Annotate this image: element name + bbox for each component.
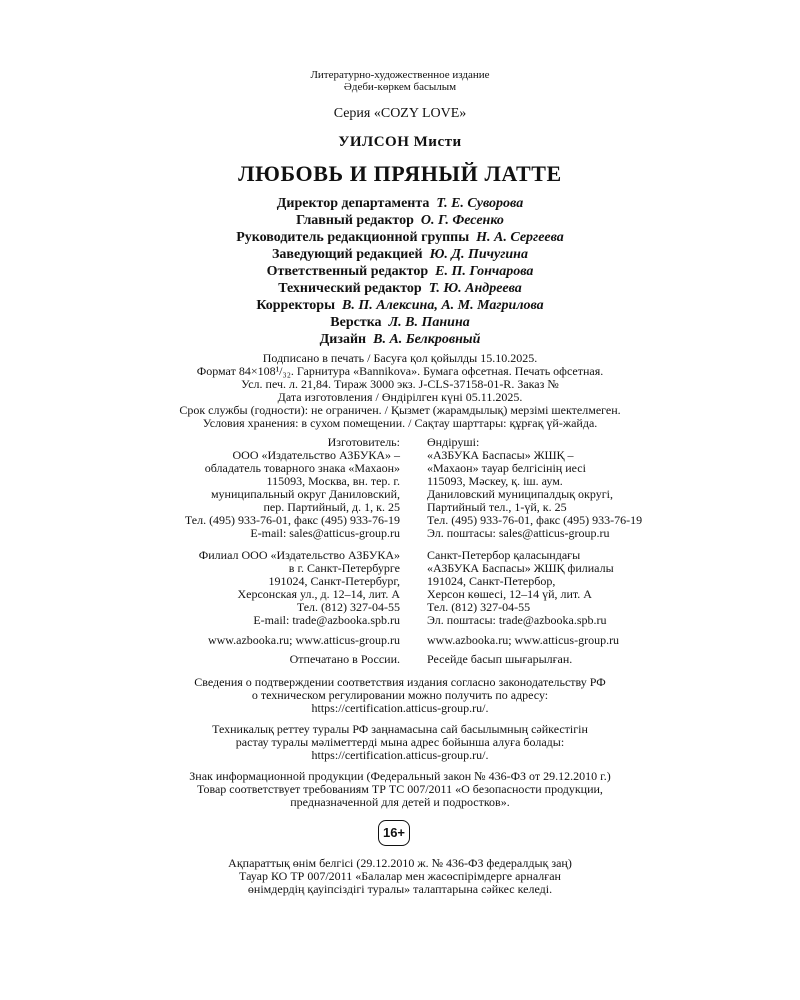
- info-mark-kz-line: Ақпараттық өнім белгісі (29.12.2010 ж. № 436-ФЗ федералдық заң): [228, 856, 572, 870]
- info-mark-ru-line: Знак информационной продукции (Федеральный закон № 436-ФЗ от 29.12.2010 г.): [189, 769, 611, 783]
- credit-line: Руководитель редакционной группы Н. А. Сергеева: [236, 230, 564, 245]
- print-info-line: Дата изготовления / Өндірілген күні 05.11.2025.: [277, 390, 523, 404]
- manufacturer-ru-line: муниципальный округ Даниловский,: [210, 487, 400, 501]
- printed-in-kz: Ресейде басып шығарылған.: [427, 652, 573, 666]
- credit-line: Заведующий редакцией Ю. Д. Пичугина: [272, 247, 528, 262]
- manufacturer-kz-line: Партийный тел., 1-үй, к. 25: [427, 500, 567, 514]
- edition-type-ru: Литературно-художественное издание: [310, 69, 490, 81]
- certification-kz-line: растау туралы мәліметтерді мына адрес бойынша алуға болады:: [235, 735, 565, 749]
- branch-ru-line: Херсонская ул., д. 12–14, лит. А: [237, 587, 400, 601]
- print-info-line: Усл. печ. л. 21,84. Тираж 3000 экз. J-CLS-37158-01-R. Заказ №: [241, 377, 559, 391]
- age-rating-badge: 16+: [378, 820, 410, 846]
- branch-ru-line: Филиал ООО «Издательство АЗБУКА»: [198, 548, 400, 562]
- manufacturer-kz-email: Эл. поштасы: sales@atticus-group.ru: [427, 526, 610, 540]
- manufacturer-kz-line: Тел. (495) 933-76-01, факс (495) 933-76-19: [427, 513, 643, 527]
- branch-ru-line: Тел. (812) 327-04-55: [296, 600, 400, 614]
- manufacturer-ru-line: 115093, Москва, вн. тер. г.: [266, 474, 400, 488]
- branch-kz-email: Эл. поштасы: trade@azbooka.spb.ru: [427, 613, 607, 627]
- print-info-line: Срок службы (годности): не ограничен. / Қызмет (жарамдылық) мерзімі шектелмеген.: [179, 403, 621, 417]
- manufacturer-kz-line: «АЗБУКА Баспасы» ЖШҚ –: [427, 448, 574, 462]
- branch-kz-line: «АЗБУКА Баспасы» ЖШҚ филиалы: [427, 561, 614, 575]
- branch-kz-line: 191024, Санкт-Петербор,: [427, 574, 556, 588]
- manufacturer-ru-line: обладатель товарного знака «Махаон»: [204, 461, 400, 475]
- print-info-line: Подписано в печать / Басуға қол қойылды 15.10.2025.: [262, 351, 538, 365]
- credit-line: Ответственный редактор Е. П. Гончарова: [266, 264, 534, 279]
- branch-kz-line: Санкт-Петербор қаласындағы: [427, 548, 581, 562]
- certification-ru-url: https://certification.atticus-group.ru/.: [311, 701, 489, 715]
- manufacturer-kz-line: Өндіруші:: [427, 435, 480, 449]
- branch-ru-line: в г. Санкт-Петербурге: [288, 561, 400, 575]
- manufacturer-ru-line: Изготовитель:: [327, 435, 400, 449]
- print-info-line: Формат 84×108¹/₃₂. Гарнитура «Bannikova». Бумага офсетная. Печать офсетная.: [196, 364, 604, 378]
- branch-kz-line: Херсон көшесі, 12–14 үй, лит. А: [427, 587, 592, 601]
- certification-kz-line: Техникалық реттеу туралы РФ заңнамасына сай басылымның сәйкестігін: [212, 722, 588, 736]
- branch-ru-line: 191024, Санкт-Петербург,: [268, 574, 400, 588]
- series-line: Серия «COZY LOVE»: [333, 106, 467, 121]
- manufacturer-kz-line: 115093, Мәскеу, қ. іш. аум.: [427, 474, 563, 488]
- manufacturer-ru-line: пер. Партийный, д. 1, к. 25: [263, 500, 400, 514]
- credit-line: Технический редактор Т. Ю. Андреева: [278, 281, 522, 296]
- manufacturer-ru-line: ООО «Издательство АЗБУКА» –: [232, 448, 400, 462]
- credit-line: Корректоры В. П. Алексина, А. М. Магрилова: [256, 298, 544, 313]
- author-line: УИЛСОН Мисти: [338, 134, 462, 150]
- manufacturer-kz-line: Даниловский муниципалдық округі,: [427, 487, 613, 501]
- branch-kz-line: Тел. (812) 327-04-55: [427, 600, 531, 614]
- credit-line: Директор департамента Т. Е. Суворова: [276, 196, 524, 211]
- manufacturer-kz-line: «Махаон» тауар белгісінің иесі: [427, 461, 586, 475]
- website-kz: www.azbooka.ru; www.atticus-group.ru: [427, 633, 620, 647]
- branch-ru-email: E-mail: trade@azbooka.spb.ru: [253, 613, 400, 627]
- certification-ru-line: Сведения о подтверждении соответствия издания согласно законодательству РФ: [194, 675, 606, 689]
- manufacturer-ru-line: Тел. (495) 933-76-01, факс (495) 933-76-19: [184, 513, 400, 527]
- edition-type-kz: Әдеби-көркем басылым: [343, 81, 457, 93]
- info-mark-ru-line: предназначенной для детей и подростков».: [290, 795, 510, 809]
- info-mark-kz-line: өнімдердің қауіпсіздігі туралы» талаптарына сәйкес келеді.: [247, 882, 553, 896]
- manufacturer-ru-email: E-mail: sales@atticus-group.ru: [250, 526, 400, 540]
- info-mark-ru-line: Товар соответствует требованиям ТР ТС 007/2011 «О безопасности продукции,: [197, 782, 603, 796]
- website-ru: www.azbooka.ru; www.atticus-group.ru: [207, 633, 400, 647]
- credit-line: Дизайн В. А. Белкровный: [319, 332, 481, 347]
- book-title: ЛЮБОВЬ И ПРЯНЫЙ ЛАТТЕ: [238, 161, 562, 186]
- certification-kz-url: https://certification.atticus-group.ru/.: [311, 748, 489, 762]
- credit-line: Главный редактор О. Г. Фесенко: [296, 213, 504, 228]
- credit-line: Верстка Л. В. Панина: [330, 315, 470, 330]
- printed-in-ru: Отпечатано в России.: [289, 652, 400, 666]
- print-info-line: Условия хранения: в сухом помещении. / Сақтау шарттары: құрғақ үй-жайда.: [202, 416, 598, 430]
- info-mark-kz-line: Тауар КО ТР 007/2011 «Балалар мен жасөспірімдерге арналған: [239, 869, 561, 883]
- certification-ru-line: о техническом регулировании можно получить по адресу:: [251, 688, 549, 702]
